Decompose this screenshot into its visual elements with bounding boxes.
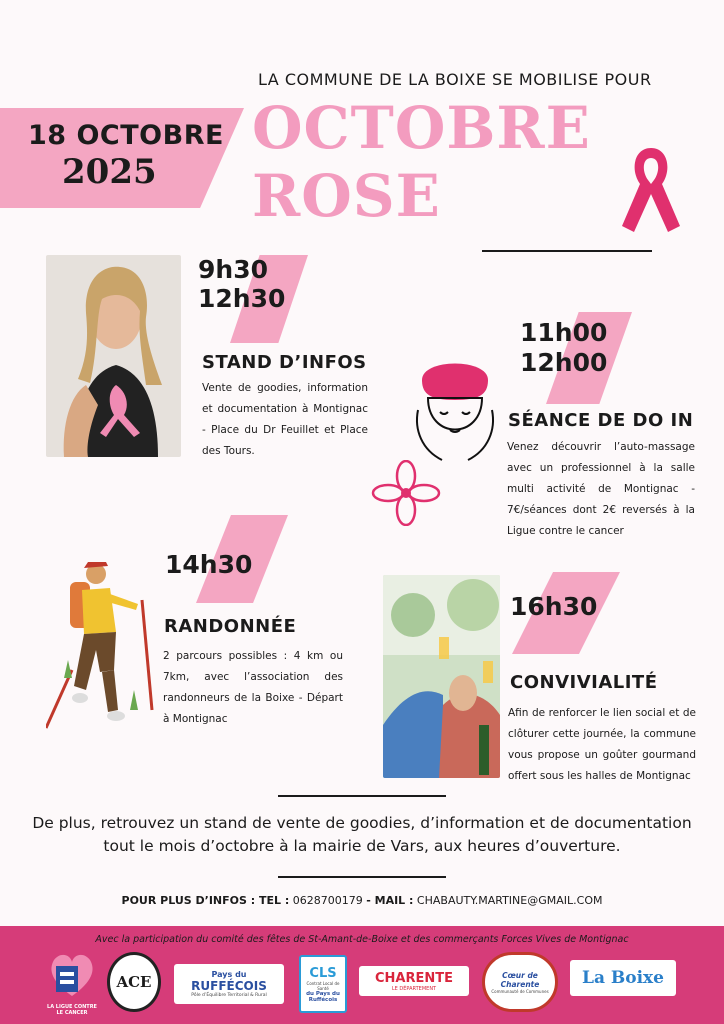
event-date: 18 OCTOBRE xyxy=(28,120,224,151)
coeur-de-charente-logo: Cœur de Charente Communauté de Communes xyxy=(482,952,558,1012)
email-address: CHABAUTY.MARTINE@GMAIL.COM xyxy=(416,894,603,907)
page-title: OCTOBRE ROSE xyxy=(252,94,591,230)
flower-icon xyxy=(370,460,442,526)
event4-description: Afin de renforcer le lien social et de clôturer cette journée, la commune vous propose un goûter gourmand offert sous les halles de Montignac xyxy=(508,707,696,782)
event3-description: 2 parcours possibles : 4 km ou 7km, avec l’association des randonneurs de la Boixe - Départ à Montignac xyxy=(163,650,343,725)
event-year: 2025 xyxy=(62,152,157,192)
event1-title: STAND D’INFOS xyxy=(202,352,367,373)
event1-description: Vente de goodies, information et documentation à Montignac - Place du Dr Feuillet et Place des Tours. xyxy=(202,382,368,457)
divider xyxy=(482,250,652,252)
ligue-logo: LA LIGUE CONTRE LE CANCER xyxy=(46,948,98,1014)
event2-description: Venez découvrir l’auto-massage avec un professionnel à la salle multi activité de Montignac - 7€/séances dont 2€ reversés à la Ligue contre le cancer xyxy=(507,441,695,537)
hiker-illustration xyxy=(46,560,156,730)
cls-logo: CLS Contrat Local de Santé du Pays du Ruffécois xyxy=(299,955,347,1013)
toast-party-photo xyxy=(383,575,500,778)
event1-end-time: 12h30 xyxy=(198,284,286,313)
event4-title: CONVIVIALITÉ xyxy=(510,672,658,693)
woman-ribbon-photo xyxy=(46,255,181,457)
phone-number: 0628700179 xyxy=(292,894,363,907)
massage-face-icon xyxy=(412,350,498,472)
event2-title: SÉANCE DE DO IN xyxy=(508,410,694,431)
partners-text: Avec la participation du comité des fêtes de St-Amant-de-Boixe et des commerçants Forces Vives de Montignac xyxy=(95,934,629,945)
additional-info: De plus, retrouvez un stand de vente de goodies, d’information et de documentation tout le mois d’octobre à la mairie de Vars, aux heures d’ouverture. xyxy=(32,814,692,855)
event1-start-time: 9h30 xyxy=(198,255,268,284)
event2-end-time: 12h00 xyxy=(520,348,608,377)
divider xyxy=(278,795,446,797)
ace-logo: ACE xyxy=(107,952,161,1012)
pink-ribbon-icon xyxy=(616,142,686,234)
intro-text: LA COMMUNE DE LA BOIXE SE MOBILISE POUR xyxy=(258,70,652,89)
pays-ruffecois-logo: Pays du RUFFÉCOIS Pôle d’Équilibre Territorial & Rural xyxy=(174,964,284,1004)
divider xyxy=(278,876,446,878)
charente-logo: CHARENTE LE DÉPARTEMENT xyxy=(359,966,469,996)
ligue-heart-icon xyxy=(46,948,98,1000)
event3-time: 14h30 xyxy=(165,550,253,579)
event2-start-time: 11h00 xyxy=(520,318,608,347)
event3-title: RANDONNÉE xyxy=(164,616,297,637)
event4-time: 16h30 xyxy=(510,592,598,621)
la-boixe-logo: La Boixe xyxy=(570,960,676,996)
contact-line: POUR PLUS D’INFOS : TEL : 0628700179 - MAIL : CHABAUTY.MARTINE@GMAIL.COM xyxy=(121,894,603,907)
